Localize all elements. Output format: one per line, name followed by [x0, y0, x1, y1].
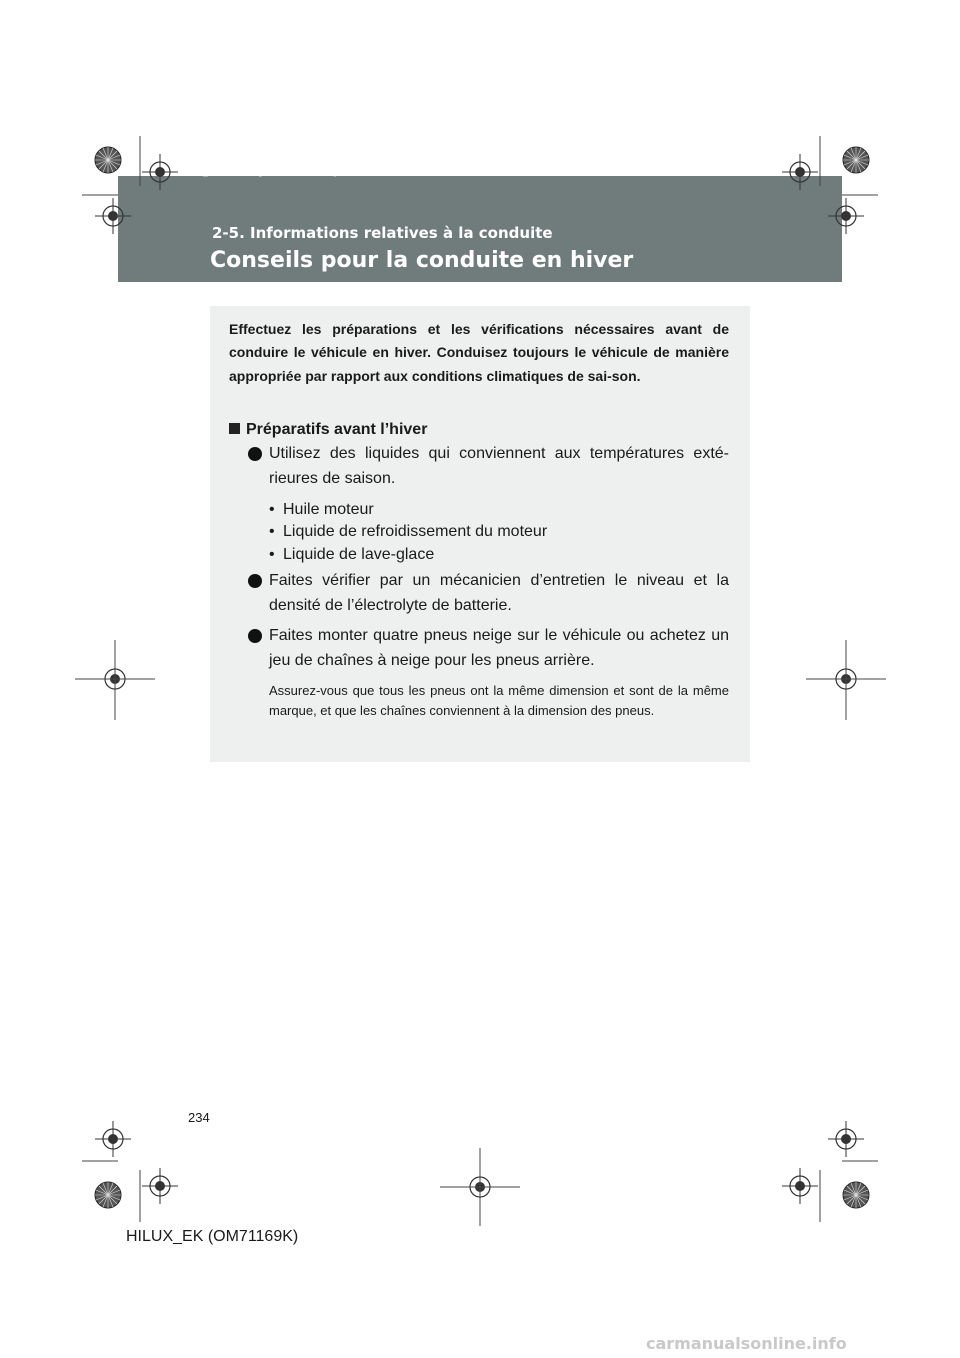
note-text: Assurez-vous que tous les pneus ont la même dimension et sont de la même marque, et que les chaînes conviennent à la dimension des pneus. — [269, 683, 729, 718]
bullet-item: Faites monter quatre pneus neige sur le véhicule ou achetez un jeu de chaînes à neige pour les pneus arrière. — [269, 627, 729, 669]
intro-paragraph: Effectuez les préparations et les vérifications nécessaires avant de conduire le véhicule en hiver. Conduisez toujours le véhicule de manière appropriée par rapport aux conditions climatiques de sai-son. — [229, 321, 729, 384]
book-stamp: HILUX_EK.book Page 234 Wednesday, March 23, 2011 3:03 PM — [178, 168, 459, 177]
section-label: 2-5. Informations relatives à la conduite — [212, 224, 553, 242]
page-number: 234 — [188, 1110, 210, 1125]
bullet-item: Faites vérifier par un mécanicien d’entretien le niveau et la densité de l’électrolyte de batterie. — [269, 572, 729, 614]
sub-list-item: • Liquide de lave-glace — [269, 546, 435, 563]
subheading-text: Préparatifs avant l’hiver — [246, 421, 428, 438]
watermark: carmanualsonline.info — [646, 1334, 847, 1353]
sub-list-item: • Liquide de refroidissement du moteur — [269, 523, 548, 540]
footer-reference: HILUX_EK (OM71169K) — [126, 1228, 299, 1245]
bullet-item: Utilisez des liquides qui conviennent aux températures exté-rieures de saison. — [269, 445, 729, 487]
page-title: Conseils pour la conduite en hiver — [210, 248, 634, 273]
sub-list-item: • Huile moteur — [269, 501, 374, 518]
